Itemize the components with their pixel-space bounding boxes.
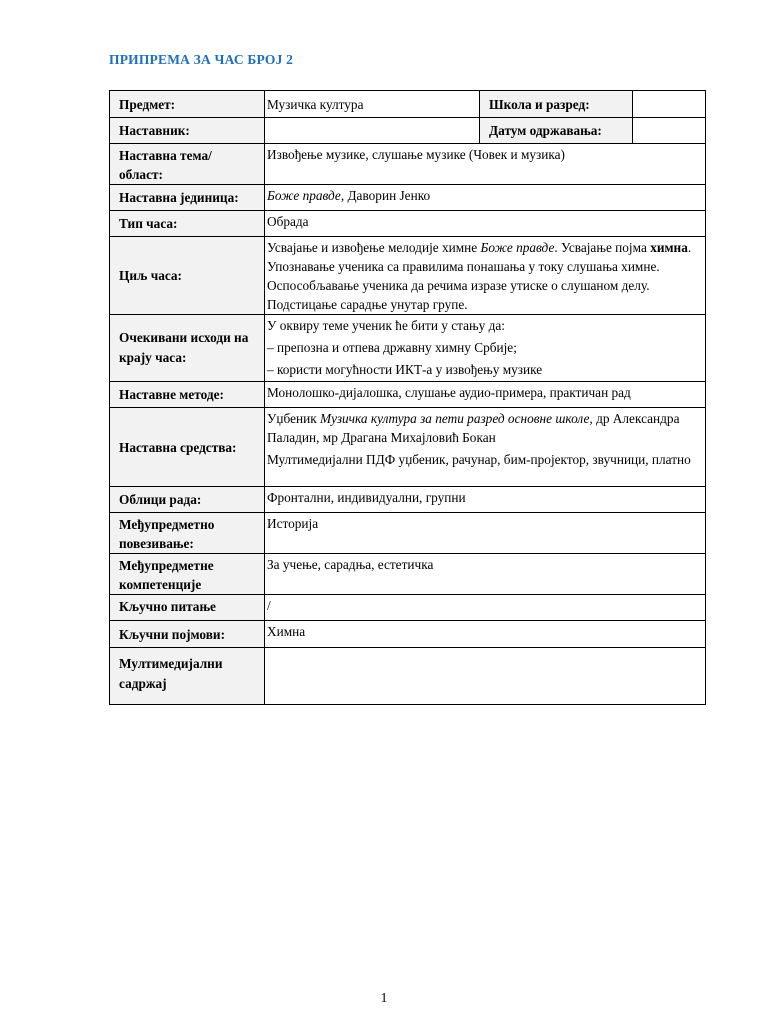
means-textbook-authors: др Александра Паладин, мр Драгана Михајловић Бокан — [267, 411, 680, 445]
goal-term: химна — [650, 240, 688, 255]
teacher-value — [265, 118, 480, 144]
means-label: Наставна средства: — [110, 408, 265, 487]
type-value: Обрада — [265, 211, 706, 237]
type-label: Тип часа: — [110, 211, 265, 237]
goal-label: Циљ часа: — [110, 237, 265, 315]
subject-label: Предмет: — [110, 91, 265, 118]
row-goal — [110, 237, 706, 315]
row-key-question — [110, 595, 706, 621]
unit-title: Боже правде — [267, 188, 341, 203]
key-question-value: / — [265, 595, 706, 621]
lesson-plan-table — [109, 90, 706, 705]
competences-label: Међупредметне компетенције — [110, 554, 265, 595]
row-methods — [110, 382, 706, 408]
unit-value — [265, 185, 706, 211]
forms-label: Облици рада: — [110, 487, 265, 513]
forms-value: Фронтални, индивидуални, групни — [265, 487, 706, 513]
row-means — [110, 408, 706, 487]
outcome-item: – препозна и отпева државну химну Србије; — [267, 340, 517, 355]
outcomes-value — [265, 315, 706, 382]
means-textbook-prefix: Уџбеник — [267, 411, 321, 426]
means-equipment: Мултимедијални ПДФ уџбеник, рачунар, бим-пројектор, звучници, платно — [267, 452, 691, 467]
teacher-label: Наставник: — [110, 118, 265, 144]
goal-value — [265, 237, 706, 315]
goal-text-3: . Упознавање ученика са правилима понашања у току слушања химне. Оспособљавање ученика да речима изразе утиске о слушаном делу. Подстицање сарадње унутар групе. — [267, 240, 692, 312]
row-theme — [110, 144, 706, 185]
multimedia-value — [265, 648, 706, 705]
row-type — [110, 211, 706, 237]
multimedia-label: Мултимедијални садржај — [110, 648, 265, 705]
document-title: ПРИПРЕМА ЗА ЧАС БРОЈ 2 — [109, 52, 294, 67]
unit-label: Наставна јединица: — [110, 185, 265, 211]
interdisciplinary-label: Међупредметно повезивање: — [110, 513, 265, 554]
outcomes-intro: У оквиру теме ученик ће бити у стању да: — [267, 318, 505, 333]
means-textbook — [267, 409, 697, 447]
methods-value: Монолошко-дијалошка, слушање аудио-примера, практичан рад — [265, 382, 706, 408]
date-label: Датум одржавања: — [480, 118, 633, 144]
row-forms — [110, 487, 706, 513]
goal-anthem-title: Боже правде — [480, 240, 555, 255]
date-value — [633, 118, 706, 144]
outcomes-label: Очекивани исходи на крају часа: — [110, 315, 265, 382]
goal-text-2: . Усвајање појма — [554, 240, 651, 255]
theme-label: Наставна тема/област: — [110, 144, 265, 185]
row-key-terms — [110, 621, 706, 648]
means-textbook-title: Музичка култура за пети разред основне школе, — [320, 411, 593, 426]
row-competences — [110, 554, 706, 595]
methods-label: Наставне методе: — [110, 382, 265, 408]
key-question-label: Кључно питање — [110, 595, 265, 621]
interdisciplinary-value: Историја — [265, 513, 706, 554]
key-terms-value: Химна — [265, 621, 706, 648]
row-multimedia — [110, 648, 706, 705]
school-label: Школа и разред: — [480, 91, 633, 118]
outcome-item: – користи могућности ИКТ-а у извођењу музике — [267, 362, 543, 377]
means-value — [265, 408, 706, 487]
row-teacher — [110, 118, 706, 144]
key-terms-label: Кључни појмови: — [110, 621, 265, 648]
school-value — [633, 91, 706, 118]
unit-author: , Даворин Јенко — [340, 188, 431, 203]
page-number: 1 — [380, 990, 388, 1005]
row-unit — [110, 185, 706, 211]
competences-value: За учење, сарадња, естетичка — [265, 554, 706, 595]
row-interdisciplinary — [110, 513, 706, 554]
row-outcomes — [110, 315, 706, 382]
row-subject — [110, 91, 706, 118]
subject-value: Музичка култура — [265, 91, 480, 118]
theme-value: Извођење музике, слушање музике (Човек и музика) — [265, 144, 706, 185]
goal-text-1: Усвајање и извођење мелодије химне — [267, 240, 481, 255]
